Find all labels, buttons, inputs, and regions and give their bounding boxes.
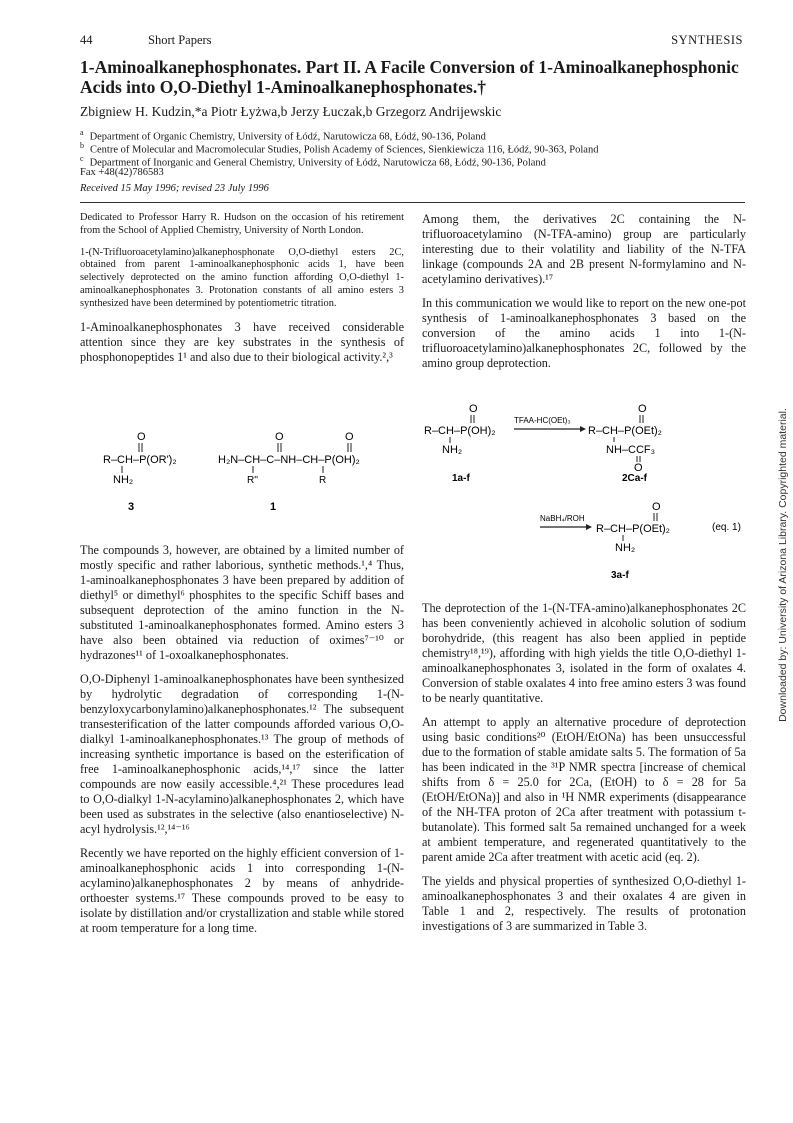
product-formula: R–CH–P(OEt)₂ <box>596 523 670 535</box>
affiliation-mark: c <box>80 154 84 163</box>
fax-number: Fax +48(42)786583 <box>80 167 164 178</box>
structure-1 <box>218 431 360 513</box>
author-list: Zbigniew H. Kudzin,*a Piotr Łyżwa,b Jerzy Łuczak,b Grzegorz Andrijewskic <box>80 104 502 119</box>
article-title: 1-Aminoalkanephosphonates. Part II. A Facile Conversion of 1-Aminoalkanephosphonic Acids into O,O-Diethyl 1-Aminoalkanephosphonates.† <box>80 57 739 97</box>
affiliation-mark: a <box>80 128 84 137</box>
recent-work-paragraph: Recently we have reported on the highly efficient conversion of 1-aminoalkanephosphonic acids 1 into corresponding 1-(N-acylamino)alkanephosphonates 2 by means of anhydride-orthoester systems.¹⁷ These compounds proved to be easy to isolate by distillation and/or crystallization and stable while stored at room temperature for a long time. <box>80 846 404 935</box>
reagent-tfaa: TFAA-HC(OEt)₃ <box>514 416 571 425</box>
methods-paragraph: The compounds 3, however, are obtained by a limited number of mostly specific and rather laborious, synthetic methods.¹,⁴ Thus, 1-aminoalkanephosphonates 3 have been prepared by addition of diethyl⁵ or dimethyl⁶ phosphites to the specific Schiff bases and subsequent deprotection of the amino function in the N-substituted 1-aminoalkanephosphonates formed. Amino esters 3 have also been obtained via reduction of oximes⁷⁻¹⁰ or hydrazones¹¹ of 1-oxoalkanephosphonates. <box>80 543 404 662</box>
intermediate-amide: NH–CCF₃ <box>606 444 656 456</box>
scheme-product <box>596 501 670 581</box>
intermediate-formula: R–CH–P(OEt)₂ <box>588 425 662 437</box>
structure-1-label: 1 <box>270 501 277 513</box>
structure-3-oxygen: O <box>137 431 146 443</box>
reaction-scheme <box>422 398 752 588</box>
running-section: Short Papers <box>148 33 212 47</box>
download-notice-text: Downloaded by: University of Arizona Library. Copyrighted material. <box>777 408 789 722</box>
affiliation-mark: b <box>80 141 84 150</box>
affiliation-text: Department of Inorganic and General Chemistry, University of Łódź, Narutowicza 68, Łódź, 90-136, Poland <box>89 157 546 169</box>
structure-3-amine: NH₂ <box>113 474 134 486</box>
received-date: Received 15 May 1996; revised 23 July 1996 <box>80 183 269 194</box>
structure-3-label: 3 <box>128 501 135 513</box>
reactant-amine: NH₂ <box>442 444 463 456</box>
page-number: 44 <box>80 33 93 47</box>
abstract: 1-(N-Trifluoroacetylamino)alkanephosphonate O,O-diethyl esters 2C, obtained from parent 1-aminoalkanephosphonic acids 1, have been selectively deprotected on the amino function affording O,O-diethyl 1-aminoalkanephosphonates 3. Protonation constants of all amino esters 3 synthesized have been determined by potentiometric titration. <box>80 246 404 309</box>
structure-1-r: R <box>319 475 327 486</box>
intermediate-oxygen: O <box>638 403 647 415</box>
diphenyl-paragraph: O,O-Diphenyl 1-aminoalkanephosphonates have been synthesized by hydrolytic degradation of corresponding 1-(N-benzyloxycarbonylamino)alkanephosphonates.¹² The subsequent transesterification of the latter compounds afforded various O,O-dialkyl 1-aminoalkanephosphonates.¹³ The group of methods of increasing synthetic importance is based on the esterification of free 1-aminoalkanephosphonic acids,¹⁴,¹⁷ since the latter compounds are now easily accessible.⁴,²¹ These procedures lead to O,O-dialkyl 1-N-acylamino)alkanephosphonates 2, which have been used as substrates in the selective (also enantioselective) N-acyl hydrolysis.¹²,¹⁴⁻¹⁶ <box>80 672 404 836</box>
structure-1-r-double-prime: R'' <box>247 475 259 486</box>
scheme-intermediate <box>588 403 662 484</box>
journal-name: SYNTHESIS <box>671 33 743 47</box>
intermediate-carbonyl-oxygen: O <box>634 462 643 474</box>
right-column-top <box>422 212 746 380</box>
structure-1-oxygen-1: O <box>275 431 284 443</box>
equation-number: (eq. 1) <box>712 522 741 533</box>
download-notice <box>772 400 793 730</box>
reactant-label: 1a-f <box>452 473 470 484</box>
affiliation-text: Department of Organic Chemistry, University of Łódź, Narutowicza 68, Łódź, 90-136, Poland <box>89 131 486 143</box>
structure-1-formula: H₂N–CH–C–NH–CH–P(OH)₂ <box>218 454 360 466</box>
reagent-nabh4: NaBH₄/ROH <box>540 514 585 523</box>
left-column-bottom <box>80 543 404 945</box>
communication-paragraph: In this communication we would like to report on the new one-pot synthesis of 1-aminoalkanephosphonates 3 based on the conversion of the amino acids 1 into 1-(N-trifluoroacetylamino)alkanephosphonates 2C, followed by the amino group deprotection. <box>422 296 746 370</box>
scheme-reactant <box>424 403 496 484</box>
right-column-bottom <box>422 601 746 943</box>
deprotection-paragraph: The deprotection of the 1-(N-TFA-amino)alkanephosphonates 2C has been conveniently achieved in alcoholic solution of sodium borohydride, (this reagent has also been applied in peptide chemistry¹⁸,¹⁹), affording with high yields the title O,O-diethyl 1-aminoalkanephosphonates 3, isolated in the form of oxalates 4. Conversion of stable oxalates 4 into free amino esters 3 was found to be nearly quantitative. <box>422 601 746 705</box>
reactant-oxygen: O <box>469 403 478 415</box>
reactant-formula: R–CH–P(OH)₂ <box>424 425 496 437</box>
yields-paragraph: The yields and physical properties of synthesized O,O-diethyl 1-aminoalkanephosphonates 3 and their oxalates 4 are given in Table 1 and 2, respectively. The results of protonation investigations of 3 are summarized in Table 3. <box>422 874 746 933</box>
dedication: Dedicated to Professor Harry R. Hudson on the occasion of his retirement from the School of Applied Chemistry, University of North London. <box>80 212 404 236</box>
intro-paragraph: 1-Aminoalkanephosphonates 3 have received considerable attention since they are key substrates in the synthesis of phosphonopeptides 1¹ and also due to their biological activity.²,³ <box>80 319 404 364</box>
tfa-derivatives-paragraph: Among them, the derivatives 2C containing the N-trifluoroacetylamino (N-TFA-amino) group are particularly interesting due to their volatility and liability of the N-TFA linkage (compounds 2A and 2B present N-formylamino and N-acetylamino derivatives).¹⁷ <box>422 212 746 286</box>
left-column-top <box>80 212 404 374</box>
product-amine: NH₂ <box>615 542 636 554</box>
alternative-procedure-paragraph: An attempt to apply an alternative procedure of deprotection using basic conditions²⁰ (EtOH/EtONa) has been unsuccessful due to the formation of stable amidate salts 5. The formation of 5a has been indicated in the ³¹P NMR spectra [increase of chemical shifts from δ = 25.0 for 2Ca, (EtOH) to δ = 28 for 5a (EtOH/EtONa)] and also in ¹H NMR experiments (disappearance of the NH-TFA proton of 2Ca after treatment with potassium t-butanolate). This formed salt 5a remained unchanged for a week at ambient temperature, and regenerated quantitatively to the parent amide 2Ca after treatment with acetic acid (eq. 2). <box>422 715 746 864</box>
title-divider <box>80 202 745 203</box>
product-label: 3a-f <box>611 570 629 581</box>
product-oxygen: O <box>652 501 661 513</box>
structure-3 <box>103 431 177 513</box>
affiliation-text: Centre of Molecular and Macromolecular Studies, Polish Academy of Sciences, Sienkiewicza 116, Łódź, 90-363, Poland <box>90 144 599 156</box>
structure-3-formula: R–CH–P(OR')₂ <box>103 454 177 466</box>
structure-1-oxygen-2: O <box>345 431 354 443</box>
structure-figure <box>95 425 405 515</box>
intermediate-label: 2Ca-f <box>622 473 648 484</box>
